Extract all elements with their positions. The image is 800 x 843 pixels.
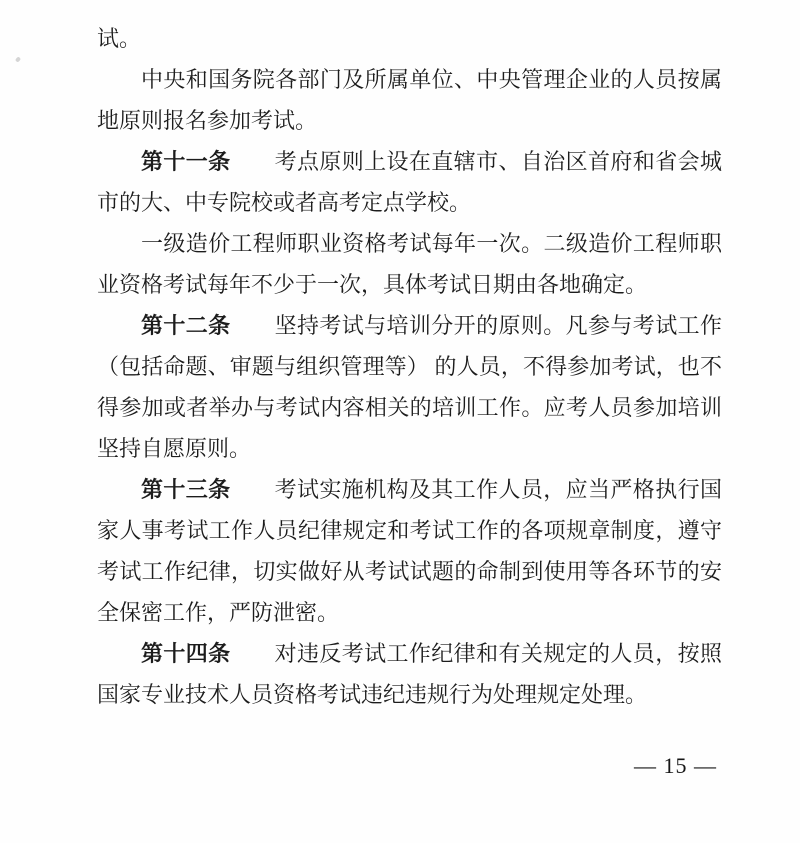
clause-text: 考点原则上设在直辖市、自治区首府和省会城市的大、中专院校或者高考定点学校。 [97, 149, 722, 215]
clause-article-13 [97, 469, 722, 633]
clause-number: 第十四条 [141, 641, 231, 666]
page-number: — 15 — [634, 753, 717, 778]
scan-artifact [15, 56, 21, 62]
clause-text: 对违反考试工作纪律和有关规定的人员，按照国家专业技术人员资格考试违纪违规行为处理规定处理。 [97, 641, 722, 707]
paragraph [97, 223, 722, 305]
clause-article-14 [97, 633, 722, 715]
clause-text: 坚持考试与培训分开的原则。凡参与考试工作（包括命题、审题与组织管理等） 的人员，不得参加考试，也不得参加或者举办与考试内容相关的培训工作。应考人员参加培训坚持自愿原则。 [97, 313, 722, 461]
paragraph [97, 59, 722, 141]
clause-text: 中央和国务院各部门及所属单位、中央管理企业的人员按属地原则报名参加考试。 [97, 67, 722, 133]
clause-number: 第十二条 [141, 313, 231, 338]
clause-text: 试。 [97, 26, 142, 51]
clause-text: 考试实施机构及其工作人员，应当严格执行国家人事考试工作人员纪律规定和考试工作的各项规章制度，遵守考试工作纪律，切实做好从考试试题的命制到使用等各环节的安全保密工作，严防泄密。 [97, 477, 722, 625]
clause-number: 第十三条 [141, 477, 231, 502]
paragraph-continuation [97, 18, 722, 59]
clause-text: 一级造价工程师职业资格考试每年一次。二级造价工程师职业资格考试每年不少于一次，具体考试日期由各地确定。 [97, 231, 722, 297]
clause-article-12 [97, 305, 722, 469]
clause-article-11 [97, 141, 722, 223]
document-body [97, 18, 722, 715]
clause-number: 第十一条 [141, 149, 231, 174]
